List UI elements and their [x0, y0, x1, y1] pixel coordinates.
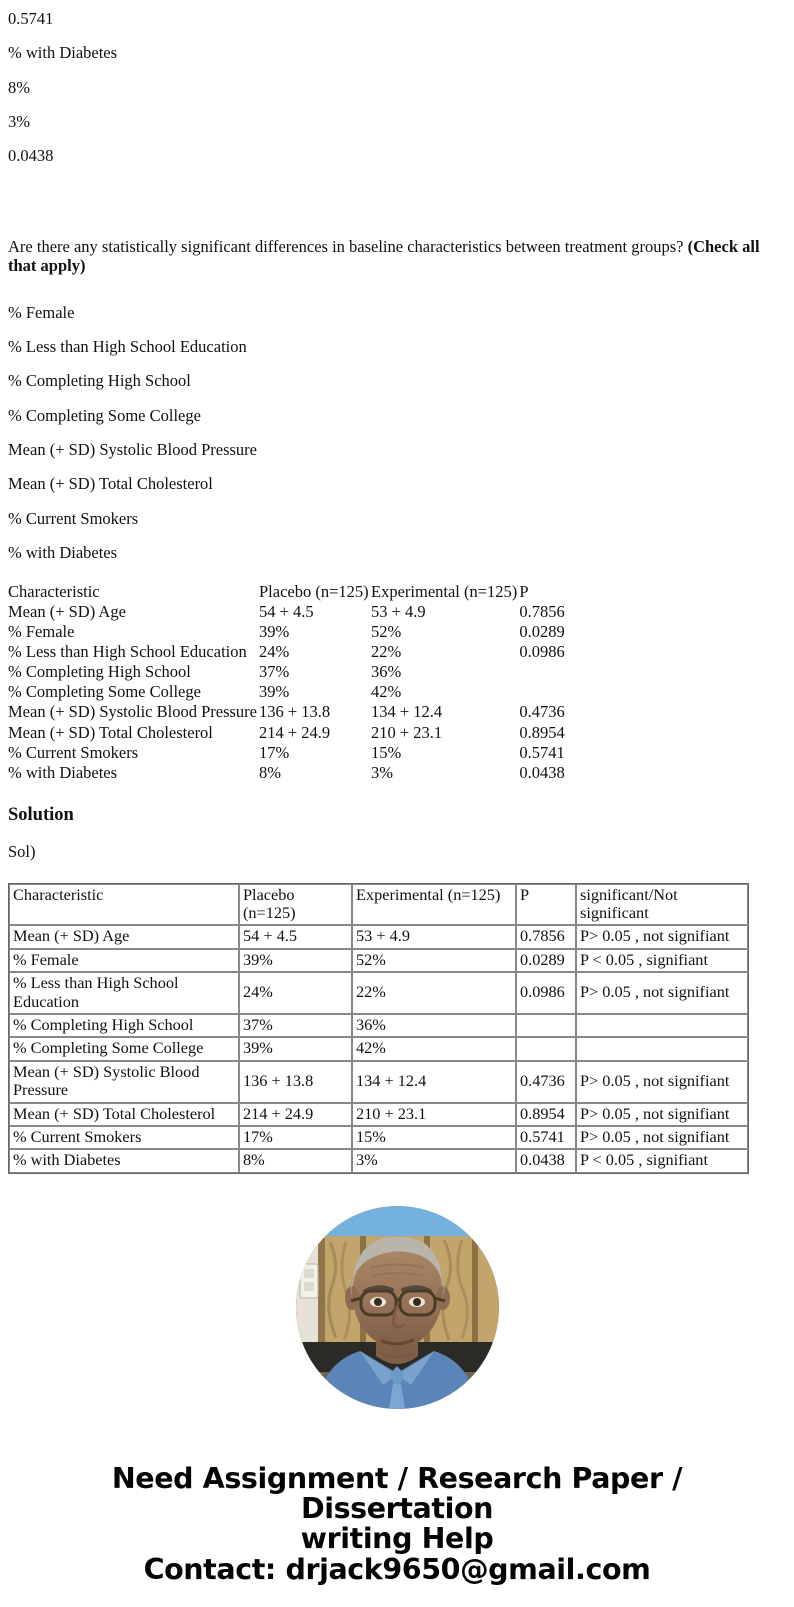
cell-p: [516, 1037, 576, 1060]
table-row: [8, 743, 571, 763]
cell-characteristic: % Completing Some College: [8, 682, 201, 702]
cell-p: 0.5741: [516, 1126, 576, 1149]
table-header-row: [9, 884, 748, 926]
cell-experimental: 52%: [371, 621, 402, 641]
table-row: [9, 972, 748, 1014]
cell-p: 0.0289: [516, 949, 576, 972]
cell-characteristic: % Current Smokers: [8, 742, 139, 762]
baseline-characteristics-table-wrapper: [0, 582, 794, 783]
cell-placebo: 8%: [239, 1149, 352, 1172]
cell-p: [516, 1014, 576, 1037]
avatar-portrait-image: [296, 1206, 499, 1409]
cell-characteristic: % Completing High School: [9, 1014, 239, 1037]
cell-significance: P> 0.05 , not signifiant: [576, 1126, 748, 1149]
cell-significance: P < 0.05 , signifiant: [576, 949, 748, 972]
table-row: [8, 602, 571, 622]
cell-placebo: 39%: [259, 621, 290, 641]
cell-experimental: 15%: [352, 1126, 516, 1149]
cell-experimental: 22%: [352, 972, 516, 1014]
cell-experimental: 52%: [352, 949, 516, 972]
characteristic-option: % Completing Some College: [8, 405, 201, 425]
cell-placebo: 17%: [259, 742, 290, 762]
cell-p: 0.8954: [516, 1103, 576, 1126]
cell-p: 0.0986: [516, 972, 576, 1014]
cell-experimental: 210 + 23.1: [371, 722, 443, 742]
characteristic-option: % Female: [8, 302, 75, 322]
cell-significance: P < 0.05 , signifiant: [576, 1149, 748, 1172]
cell-p: 0.7856: [519, 601, 565, 621]
cell-experimental: 134 + 12.4: [371, 702, 443, 722]
cell-p: 0.0438: [516, 1149, 576, 1172]
cell-placebo: 17%: [239, 1126, 352, 1149]
cell-significance: P> 0.05 , not signifiant: [576, 1061, 748, 1103]
cell-experimental: 22%: [371, 642, 402, 662]
cell-p: 0.0289: [519, 621, 565, 641]
cell-characteristic: % Less than High School Education: [8, 642, 247, 662]
table-row: [8, 662, 571, 682]
cell-characteristic: % with Diabetes: [9, 1149, 239, 1172]
top-line-3: 3%: [8, 111, 30, 131]
cell-significance: [576, 1014, 748, 1037]
cell-p: 0.4736: [516, 1061, 576, 1103]
table-row: [8, 723, 571, 743]
table-row: [9, 1037, 748, 1060]
baseline-characteristics-table: [8, 582, 571, 783]
cell-placebo: 24%: [259, 642, 290, 662]
cell-significance: [576, 1037, 748, 1060]
table-row: [8, 702, 571, 722]
cell-placebo: 54 + 4.5: [259, 601, 314, 621]
top-line-4: 0.0438: [8, 146, 54, 166]
cell-characteristic: % Current Smokers: [9, 1126, 239, 1149]
table-row: [9, 925, 748, 948]
characteristic-option: Mean (+ SD) Systolic Blood Pressure: [8, 439, 257, 459]
cell-characteristic: Mean (+ SD) Total Cholesterol: [8, 722, 213, 742]
cell-experimental: 36%: [371, 662, 402, 682]
solution-label: Sol): [8, 842, 36, 862]
solution-table-wrapper: [0, 883, 794, 1174]
table-row: [8, 763, 571, 783]
cell-p: [519, 682, 571, 702]
cell-experimental: 210 + 23.1: [352, 1103, 516, 1126]
question-prompt: [0, 238, 794, 276]
cell-placebo: 8%: [259, 762, 281, 782]
table-row: [9, 1149, 748, 1172]
cell-characteristic: % Less than High School Education: [9, 972, 239, 1014]
cell-experimental: 42%: [352, 1037, 516, 1060]
promo-contact-line: Contact: drjack9650@gmail.com: [143, 1552, 651, 1586]
vertical-spacer: [0, 183, 794, 238]
table-row: [9, 1061, 748, 1103]
cell-characteristic: % Completing High School: [8, 662, 191, 682]
promo-line-2: writing Help: [300, 1522, 494, 1556]
cell-experimental: 15%: [371, 742, 402, 762]
cell-characteristic: % Female: [9, 949, 239, 972]
cell-placebo: 214 + 24.9: [239, 1103, 352, 1126]
cell-significance: P> 0.05 , not signifiant: [576, 1103, 748, 1126]
avatar: [296, 1206, 499, 1409]
solution-table: [8, 883, 749, 1174]
question-text: Are there any statistically significant differences in baseline characteristics between treatment groups?: [8, 236, 688, 256]
cell-p: 0.5741: [519, 742, 565, 762]
cell-p: 0.4736: [519, 702, 565, 722]
column-header-placebo: Placebo (n=125): [239, 884, 352, 926]
cell-experimental: 42%: [371, 682, 402, 702]
cell-placebo: 54 + 4.5: [239, 925, 352, 948]
table-row: [8, 682, 571, 702]
characteristic-option: % with Diabetes: [8, 542, 118, 562]
cell-placebo: 37%: [239, 1014, 352, 1037]
column-header-characteristic: Characteristic: [9, 884, 239, 926]
cell-significance: P> 0.05 , not signifiant: [576, 925, 748, 948]
promo-line-1: Need Assignment / Research Paper / Dissertation: [111, 1461, 683, 1526]
table-row: [8, 622, 571, 642]
cell-characteristic: % Female: [8, 621, 75, 641]
cell-characteristic: Mean (+ SD) Total Cholesterol: [9, 1103, 239, 1126]
cell-experimental: 134 + 12.4: [352, 1061, 516, 1103]
table-header-row: [8, 582, 571, 602]
column-header-p: P: [516, 884, 576, 926]
cell-p: 0.0438: [519, 762, 565, 782]
column-header-p: P: [519, 581, 529, 601]
cell-characteristic: Mean (+ SD) Age: [9, 925, 239, 948]
cell-experimental: 36%: [352, 1014, 516, 1037]
cell-p: 0.0986: [519, 642, 565, 662]
question-bold-suffix: (Check all that apply): [8, 236, 760, 275]
cell-p: [519, 662, 571, 682]
top-line-1: % with Diabetes: [8, 43, 118, 63]
cell-experimental: 3%: [371, 762, 393, 782]
column-header-placebo: Placebo (n=125): [259, 581, 369, 601]
top-line-0: 0.5741: [8, 9, 54, 28]
cell-characteristic: Mean (+ SD) Systolic Blood Pressure: [8, 702, 257, 722]
cell-significance: P> 0.05 , not signifiant: [576, 972, 748, 1014]
characteristic-option: % Completing High School: [8, 371, 191, 391]
top-text-block: [0, 0, 794, 165]
cell-placebo: 24%: [239, 972, 352, 1014]
top-line-2: 8%: [8, 77, 30, 97]
column-header-experimental: Experimental (n=125): [352, 884, 516, 926]
cell-placebo: 39%: [239, 949, 352, 972]
promo-banner: [0, 1461, 794, 1607]
solution-heading: Solution: [8, 804, 74, 825]
cell-experimental: 3%: [352, 1149, 516, 1172]
cell-characteristic: Mean (+ SD) Systolic Blood Pressure: [9, 1061, 239, 1103]
cell-placebo: 136 + 13.8: [239, 1061, 352, 1103]
characteristic-option: % Current Smokers: [8, 508, 139, 528]
characteristic-option-list: [0, 294, 794, 562]
cell-placebo: 39%: [259, 682, 290, 702]
cell-characteristic: Mean (+ SD) Age: [8, 601, 126, 621]
cell-placebo: 214 + 24.9: [259, 722, 331, 742]
column-header-characteristic: Characteristic: [8, 581, 100, 601]
column-header-experimental: Experimental (n=125): [371, 581, 518, 601]
cell-characteristic: % Completing Some College: [9, 1037, 239, 1060]
table-row: [9, 1103, 748, 1126]
cell-experimental: 53 + 4.9: [371, 601, 426, 621]
table-row: [9, 1126, 748, 1149]
cell-placebo: 37%: [259, 662, 290, 682]
cell-characteristic: % with Diabetes: [8, 762, 118, 782]
characteristic-option: % Less than High School Education: [8, 336, 247, 356]
cell-experimental: 53 + 4.9: [352, 925, 516, 948]
cell-p: 0.8954: [519, 722, 565, 742]
table-row: [8, 642, 571, 662]
cell-p: 0.7856: [516, 925, 576, 948]
table-row: [9, 949, 748, 972]
column-header-significance: significant/Not significant: [576, 884, 748, 926]
characteristic-option: Mean (+ SD) Total Cholesterol: [8, 474, 213, 494]
cell-placebo: 39%: [239, 1037, 352, 1060]
table-row: [9, 1014, 748, 1037]
cell-placebo: 136 + 13.8: [259, 702, 331, 722]
avatar-container: [0, 1206, 794, 1420]
